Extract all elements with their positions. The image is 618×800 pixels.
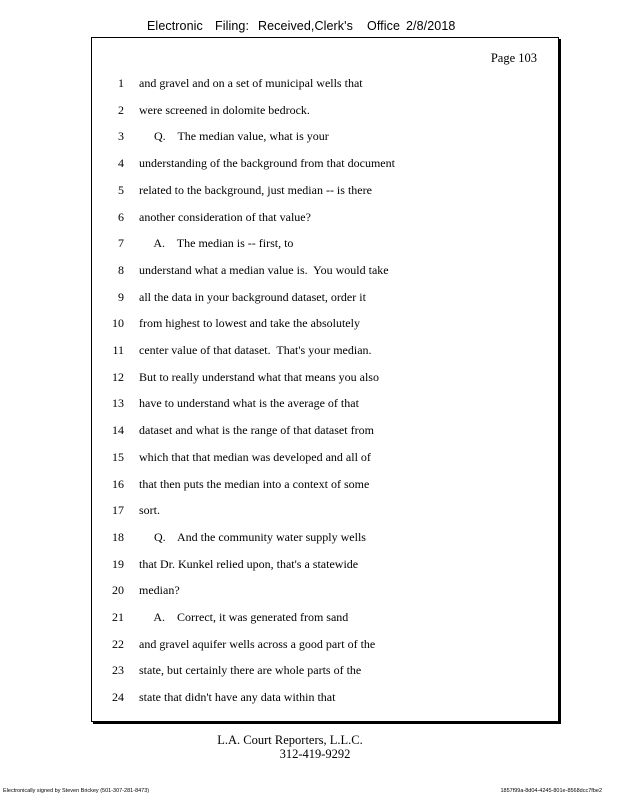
page-number: Page 103 [490,51,537,65]
transcript-line [92,154,552,172]
line-text: A. Correct, it was generated from sand [139,610,349,624]
filing-received: Received,Clerk's [258,19,353,33]
line-number: 3 [118,129,124,144]
line-text: A. The median is -- first, to [139,236,294,251]
line-text: Q. And the community water supply wells [139,529,366,544]
line-number: 15 [112,449,124,464]
filing-filing: Filing: [215,19,250,33]
filing-date: 2/8/2018 [406,19,456,33]
transcript-line [92,208,552,226]
line-text: But to really understand what that means you also [139,369,379,384]
line-text: understand what a median value is. You would take [139,262,389,277]
line-number: 2 [118,102,124,117]
line-text: from highest to lowest and take the absolutely [139,316,360,331]
transcript-line [92,475,552,493]
transcript-line [92,234,552,252]
transcript-line [92,555,552,573]
line-number: 17 [112,503,124,518]
transcript-line [92,368,552,386]
transcript-line [92,127,552,145]
transcript-line [92,288,552,306]
line-number: 10 [112,316,124,331]
line-number: 16 [112,476,124,491]
reporter-company: L.A. Court Reporters, L.L.C. [217,733,363,747]
line-text: median? [139,583,180,598]
line-number: 18 [112,529,124,544]
transcript-line [92,101,552,119]
line-text: which that that median was developed and all of [139,449,371,464]
line-number: 24 [112,690,124,705]
line-number: 23 [112,663,124,678]
line-number: 7 [118,236,124,251]
transcript-line [92,421,552,439]
filing-electronic: Electronic [147,19,203,33]
line-text: were screened in dolomite bedrock. [139,102,310,117]
line-text: and gravel aquifer wells across a good part of the [139,636,376,651]
line-number: 12 [112,369,124,384]
line-number: 5 [118,182,124,197]
line-text: state, but certainly there are whole parts of the [139,663,362,678]
line-text: all the data in your background dataset, order it [139,289,366,304]
transcript-line [92,661,552,679]
line-number: 4 [118,156,124,171]
transcript-line [92,394,552,412]
line-number: 8 [118,262,124,277]
line-number: 1 [118,76,124,90]
line-text: that then puts the median into a context of some [139,476,370,491]
line-text: that Dr. Kunkel relied upon, that's a statewide [139,556,359,571]
line-text: center value of that dataset. That's your median. [139,343,372,357]
line-number: 19 [112,556,124,571]
line-number: 9 [118,289,124,304]
filing-office: Office [367,19,401,33]
transcript-line [92,501,552,519]
transcript-line [92,688,552,706]
transcript-page [91,37,559,722]
line-text: sort. [139,503,160,518]
line-text: state that didn't have any data within that [139,690,336,705]
line-number: 21 [112,610,124,624]
line-text: understanding of the background from that document [139,156,395,171]
line-number: 20 [112,583,124,598]
transcript-line [92,528,552,546]
line-number: 14 [112,423,124,438]
line-number: 13 [112,396,124,411]
transcript-line [92,181,552,199]
line-text: have to understand what is the average of that [139,396,359,411]
transcript-line [92,341,552,359]
transcript-line [92,635,552,653]
line-number: 22 [112,636,124,651]
transcript-line [92,261,552,279]
line-number: 6 [118,209,124,224]
line-text: another consideration of that value? [139,209,311,224]
reporter-phone: 312-419-9292 [279,747,351,761]
document-hash: 1857f99a-8d04-4245-801e-8568dcc7fbe2 [500,788,602,794]
electronic-signature: Electronically signed by Steven Brickey (501-307-281-8473) [3,788,150,794]
line-text: Q. The median value, what is your [139,129,329,144]
line-number: 11 [112,343,124,357]
transcript-line [92,448,552,466]
transcript-line [92,74,552,92]
transcript-line [92,581,552,599]
transcript-line [92,314,552,332]
line-text: dataset and what is the range of that dataset from [139,423,374,438]
transcript-line [92,608,552,626]
line-text: related to the background, just median -- is there [139,182,372,197]
line-text: and gravel and on a set of municipal wells that [139,76,363,90]
